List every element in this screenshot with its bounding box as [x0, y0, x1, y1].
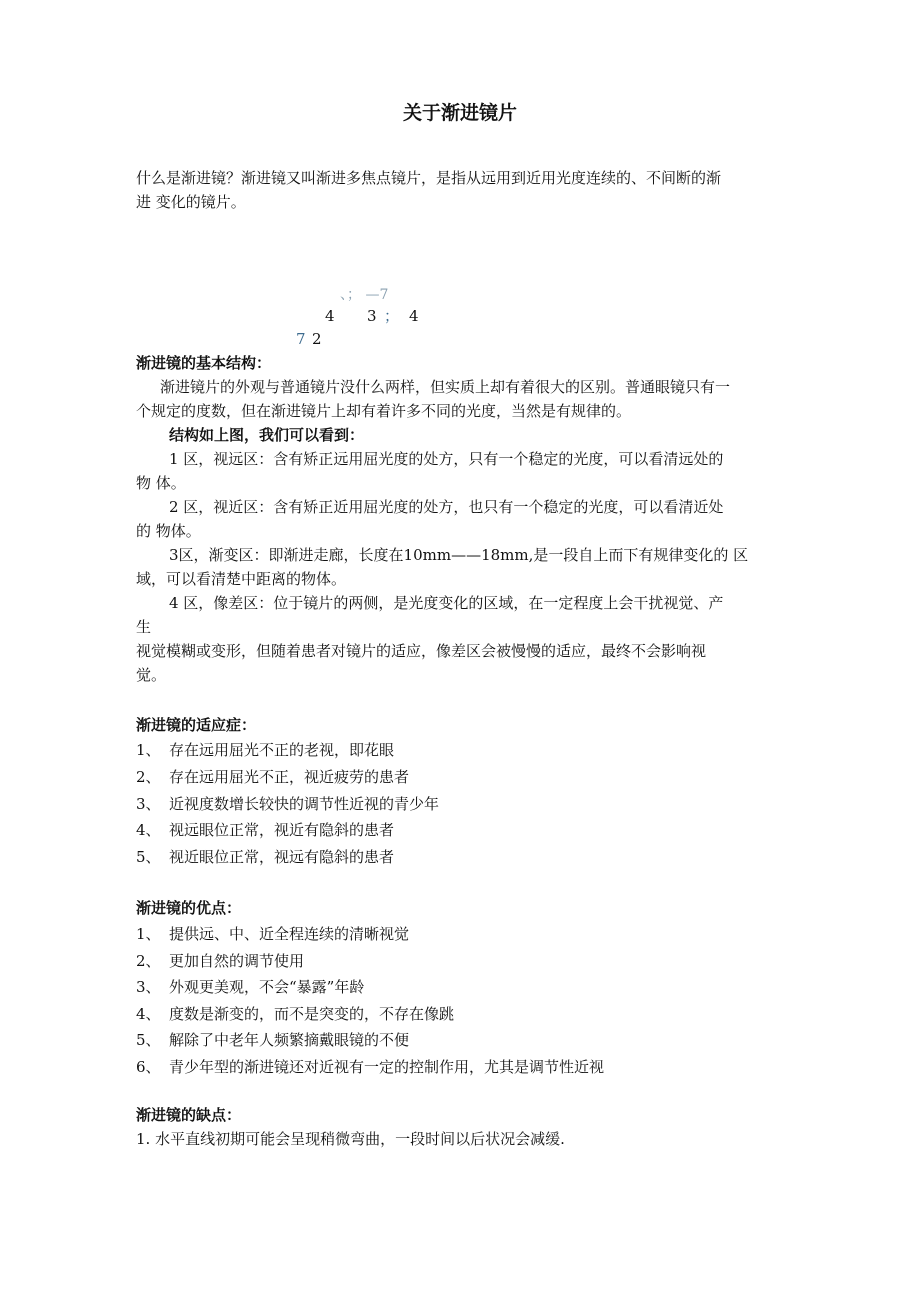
- zone-4-line-4: 觉。: [136, 666, 167, 684]
- structure-heading: 渐进镜的基本结构：: [136, 354, 272, 372]
- diagram-label-7: 7: [296, 330, 306, 348]
- diagram-label-4-left: 4: [325, 307, 335, 325]
- list-item-num: 5、: [136, 1031, 161, 1049]
- indications-heading: 渐进镜的适应症：: [136, 716, 257, 734]
- advantages-heading: 渐进镜的优点：: [136, 899, 242, 917]
- list-item-num: 5、: [136, 848, 161, 866]
- list-item: 视远眼位正常，视近有隐斜的患者: [169, 821, 395, 839]
- structure-subheading: 结构如上图，我们可以看到：: [169, 426, 365, 444]
- list-item: 存在远用屈光不正的老视，即花眼: [169, 741, 395, 759]
- diagram-separator: ；: [384, 307, 400, 325]
- diagram-row-1: 、； —7: [340, 287, 389, 303]
- page-title: 关于渐进镜片: [402, 102, 517, 124]
- list-item-num: 3、: [136, 795, 161, 813]
- zone-3-line-1: 3区，渐变区：即渐进走廊，长度在10mm——18mm,是一段自上而下有规律变化的 区: [169, 546, 749, 564]
- list-item-num: 4、: [136, 1005, 161, 1023]
- list-item: 度数是渐变的，而不是突变的，不存在像跳: [169, 1005, 455, 1023]
- zone-4-line-2: 生: [136, 618, 152, 636]
- list-item: 解除了中老年人频繁摘戴眼镜的不便: [169, 1031, 410, 1049]
- list-item-num: 4、: [136, 821, 161, 839]
- diagram-label-2: 2: [312, 330, 322, 348]
- zone-4-line-3: 视觉模糊或变形，但随着患者对镜片的适应，像差区会被慢慢的适应，最终不会影响视: [136, 642, 707, 660]
- zone-2-line-2: 的 物体。: [136, 522, 201, 540]
- zone-1-line-1: 1 区，视远区：含有矫正远用屈光度的处方，只有一个稳定的光度，可以看清远处的: [169, 450, 724, 468]
- list-item: 提供远、中、近全程连续的清晰视觉: [169, 925, 410, 943]
- list-item: 视近眼位正常，视远有隐斜的患者: [169, 848, 395, 866]
- structure-p1-line-2: 个规定的度数，但在渐进镜片上却有着许多不同的光度，当然是有规律的。: [136, 402, 632, 420]
- intro-line-2: 进 变化的镜片。: [136, 193, 246, 211]
- list-item-num: 2、: [136, 952, 161, 970]
- zone-3-line-2: 域，可以看清楚中距离的物体。: [136, 570, 347, 588]
- list-item: 青少年型的渐进镜还对近视有一定的控制作用，尤其是调节性近视: [169, 1058, 605, 1076]
- list-item-num: 1、: [136, 741, 161, 759]
- diagram-label-3: 3: [367, 307, 377, 325]
- zone-4-line-1: 4 区，像差区：位于镜片的两侧，是光度变化的区域，在一定程度上会干扰视觉、产: [169, 594, 724, 612]
- list-item: 近视度数增长较快的调节性近视的青少年: [169, 795, 440, 813]
- diagram-label-4-right: 4: [409, 307, 419, 325]
- list-item-num: 1、: [136, 925, 161, 943]
- zone-1-line-2: 物 体。: [136, 474, 186, 492]
- list-item-num: 3、: [136, 978, 161, 996]
- list-item: 存在远用屈光不正，视近疲劳的患者: [169, 768, 410, 786]
- zone-2-line-1: 2 区，视近区：含有矫正近用屈光度的处方，也只有一个稳定的光度，可以看清近处: [169, 498, 724, 516]
- intro-line-1: 什么是渐进镜？渐进镜又叫渐进多焦点镜片，是指从远用到近用光度连续的、不间断的渐: [136, 169, 722, 187]
- list-item-num: 2、: [136, 768, 161, 786]
- list-item: 更加自然的调节使用: [169, 952, 305, 970]
- list-item-num: 6、: [136, 1058, 161, 1076]
- disadvantages-line-1: 1. 水平直线初期可能会呈现稍微弯曲，一段时间以后状况会减缓.: [136, 1130, 565, 1148]
- disadvantages-heading: 渐进镜的缺点：: [136, 1106, 242, 1124]
- structure-p1-line-1: 渐进镜片的外观与普通镜片没什么两样，但实质上却有着很大的区别。普通眼镜只有一: [160, 378, 731, 396]
- list-item: 外观更美观，不会“暴露”年龄: [169, 978, 365, 996]
